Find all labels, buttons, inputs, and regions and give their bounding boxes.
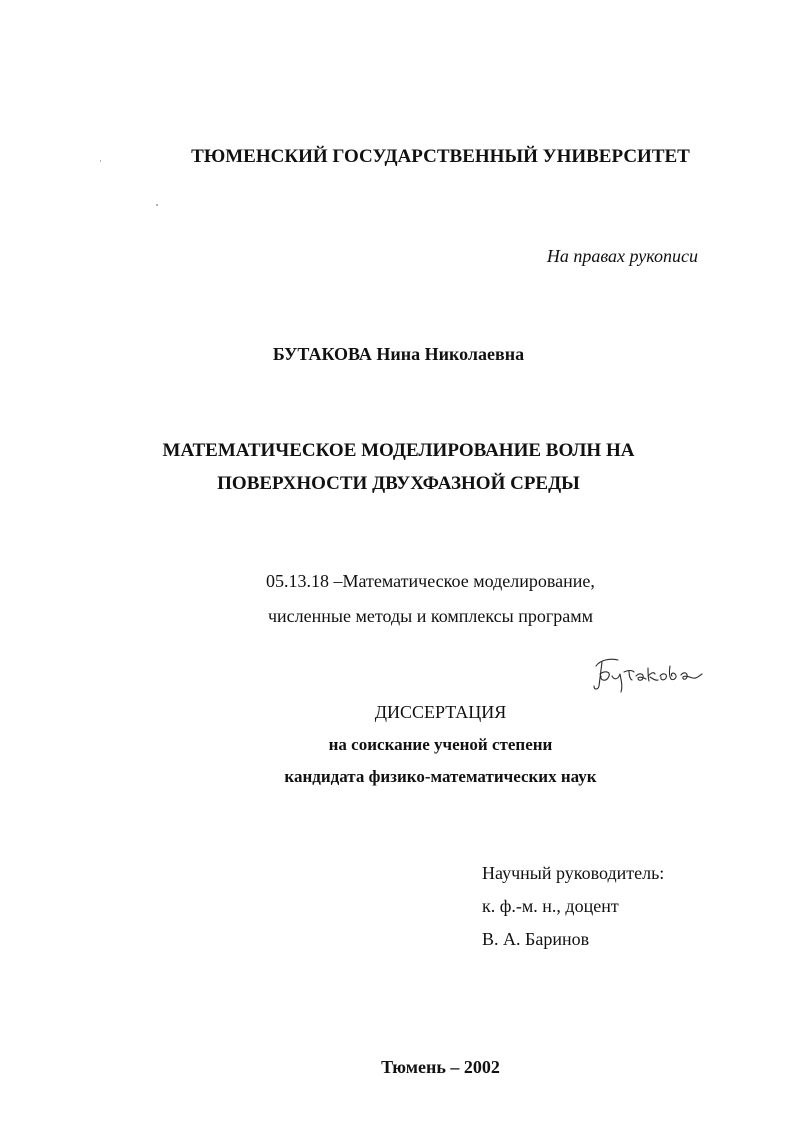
author-name: БУТАКОВА Нина Николаевна xyxy=(272,344,525,364)
supervisor-rank: к. ф.-м. н., доцент xyxy=(482,896,619,916)
scan-speck xyxy=(156,204,158,206)
supervisor-name: В. А. Баринов xyxy=(482,929,590,949)
degree-line-1: на соискание ученой степени xyxy=(328,735,553,754)
degree-line-2: кандидата физико-математических наук xyxy=(284,767,597,786)
supervisor-label: Научный руководитель: xyxy=(482,863,665,883)
scan-speck xyxy=(100,160,101,162)
thesis-title-line-1: МАТЕМАТИЧЕСКОЕ МОДЕЛИРОВАНИЕ ВОЛН НА xyxy=(162,440,635,461)
university-name: ТЮМЕНСКИЙ ГОСУДАРСТВЕННЫЙ УНИВЕРСИТЕТ xyxy=(191,146,690,167)
manuscript-rights-note: На правах рукописи xyxy=(546,246,698,266)
specialty-line-2: численные методы и комплексы программ xyxy=(268,606,594,626)
thesis-title-line-2: ПОВЕРХНОСТИ ДВУХФАЗНОЙ СРЕДЫ xyxy=(217,473,580,494)
document-type: ДИССЕРТАЦИЯ xyxy=(374,702,507,722)
specialty-line-1: 05.13.18 –Математическое моделирование, xyxy=(266,571,595,591)
handwritten-signature xyxy=(588,646,706,694)
city-year: Тюмень – 2002 xyxy=(381,1057,500,1077)
